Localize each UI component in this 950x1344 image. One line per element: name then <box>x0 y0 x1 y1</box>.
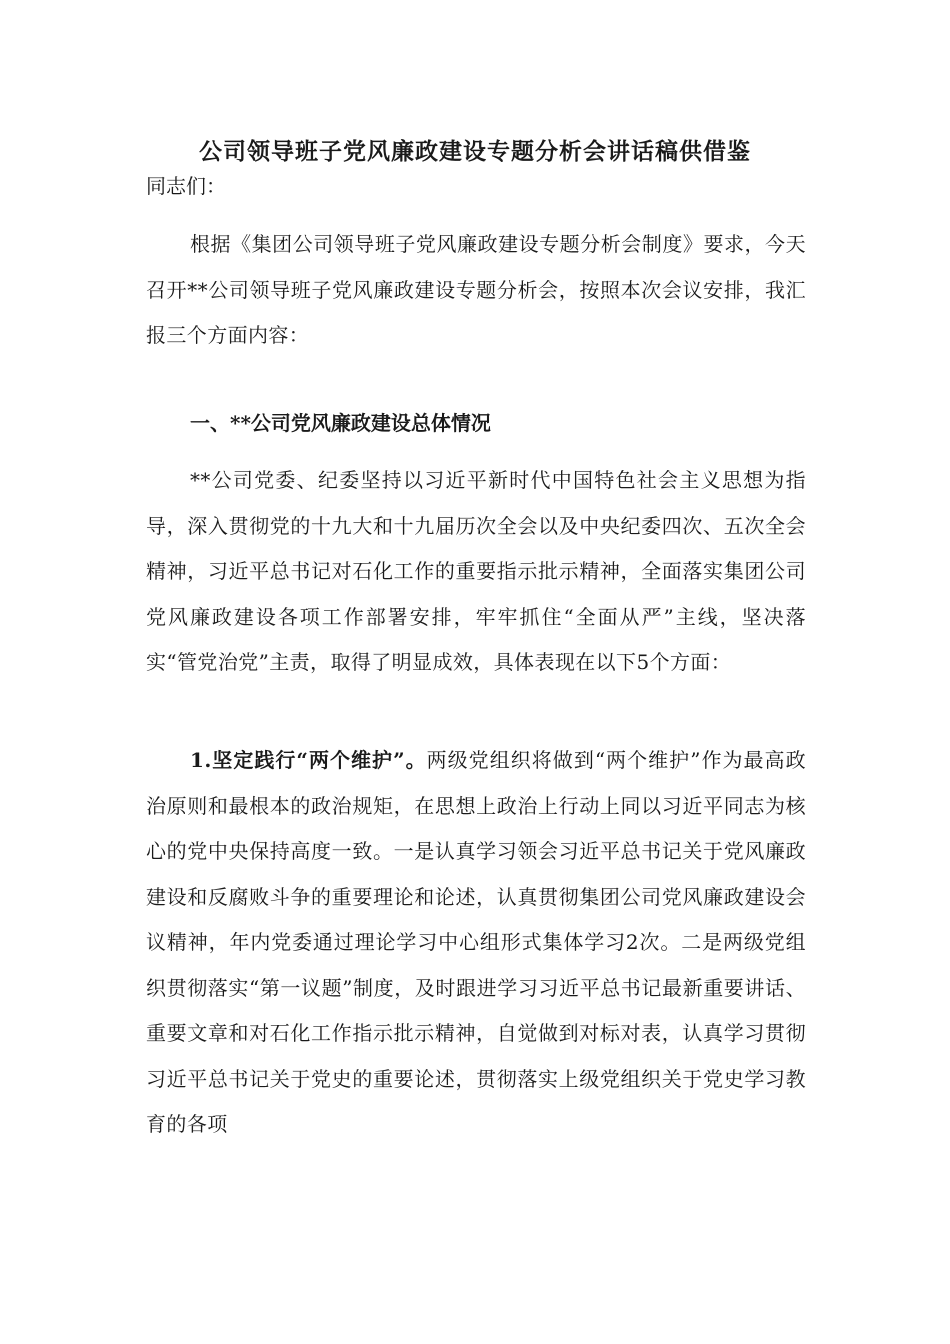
point-1-lead: 1.坚定践行“两个维护”。 <box>190 748 427 772</box>
point-1-paragraph <box>146 738 806 1148</box>
point-1-text: 两级党组织将做到“两个维护”作为最高政治原则和最根本的政治规矩，在思想上政治上行动上同以习近平同志为核心的党中央保持高度一致。一是认真学习领会习近平总书记关于党风廉政建设和反腐败斗争的重要理论和论述，认真贯彻集团公司党风廉政建设会议精神，年内党委通过理论学习中心组形式集体学习2次。二是两级党组织贯彻落实“第一议题”制度，及时跟进学习习近平总书记最新重要讲话、重要文章和对石化工作指示批示精神，自觉做到对标对表，认真学习贯彻习近平总书记关于党史的重要论述，贯彻落实上级党组织关于党史学习教育的各项 <box>146 748 806 1136</box>
section-heading-1: 一、**公司党风廉政建设总体情况 <box>190 411 491 435</box>
section-1-paragraph: **公司党委、纪委坚持以习近平新时代中国特色社会主义思想为指导，深入贯彻党的十九大和十九届历次全会以及中央纪委四次、五次全会精神，习近平总书记对石化工作的重要指示批示精神，全面落实集团公司党风廉政建设各项工作部署安排，牢牢抓住“全面从严”主线，坚决落实“管党治党”主责，取得了明显成效，具体表现在以下5个方面： <box>146 468 806 674</box>
salutation: 同志们： <box>146 174 226 198</box>
document-title: 公司领导班子党风廉政建设专题分析会讲话稿供借鉴 <box>199 138 751 165</box>
intro-paragraph: 根据《集团公司领导班子党风廉政建设专题分析会制度》要求，今天召开**公司领导班子党风廉政建设专题分析会，按照本次会议安排，我汇报三个方面内容： <box>146 232 806 347</box>
